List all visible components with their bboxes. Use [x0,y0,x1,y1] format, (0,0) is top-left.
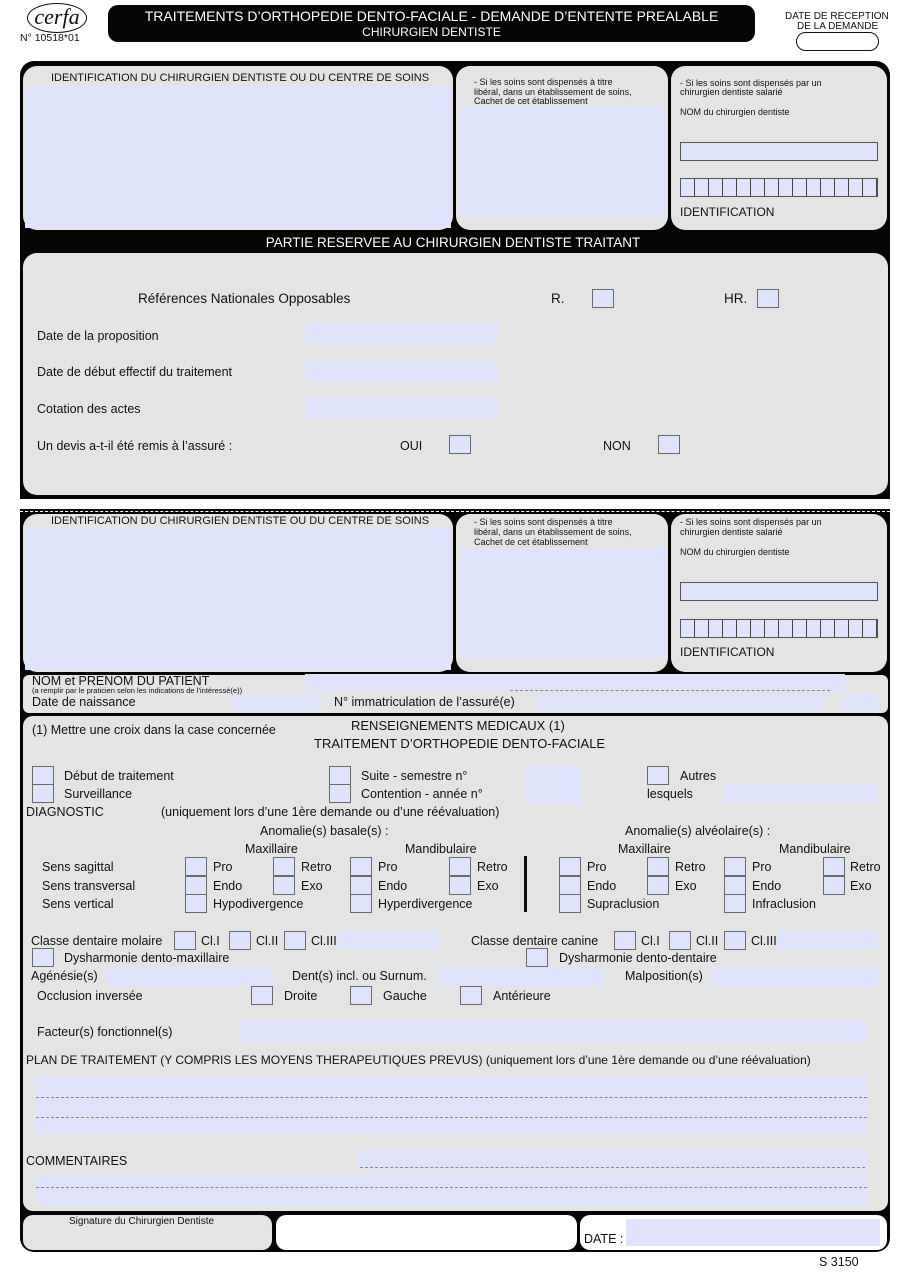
liberal-text-2a: - Si les soins sont dispensés à titre [474,517,613,527]
ident-title-1: IDENTIFICATION DU CHIRURGIEN DENTISTE OU DU CENTRE DE SOINS [51,72,430,84]
date-field[interactable] [626,1219,880,1246]
bas-man-exo-label: Exo [477,879,499,893]
cotation-field[interactable] [305,397,498,418]
droite-checkbox[interactable] [251,986,273,1005]
signature-field[interactable] [276,1215,577,1250]
agenesie-field[interactable] [108,967,273,986]
molaire-cl2-label: Cl.II [256,934,279,948]
alv-max-exo-checkbox[interactable] [647,876,669,895]
alv-max-endo-label: Endo [587,879,617,893]
bas-max-exo-checkbox[interactable] [273,876,295,895]
classe-canine-label: Classe dentaire canine [471,934,599,948]
canine-field[interactable] [778,931,878,949]
references-label: Références Nationales Opposables [138,291,351,306]
liberal-text-1a: - Si les soins sont dispensés à titre [474,77,613,87]
sens-transversal-label: Sens transversal [42,879,136,893]
liberal-text-2c: Cachet de cet établissement [474,537,588,547]
alv-max-pro-label: Pro [587,860,607,874]
sens-vertical-label: Sens vertical [42,897,114,911]
nom-field-1[interactable] [680,142,878,161]
canine-cl2-checkbox[interactable] [669,931,691,950]
patient-name-label: NOM et PRENOM DU PATIENT [32,674,210,688]
title-line-1: TRAITEMENTS D’ORTHOPEDIE DENTO-FACIALE - DEMANDE D’ENTENTE PREALABLE [144,8,719,24]
diagnostic-label: DIAGNOSTIC [26,805,104,819]
date-proposition-label: Date de la proposition [37,329,159,343]
basale-mandibulaire-label: Mandibulaire [405,842,477,856]
immat-key-field[interactable] [843,694,877,711]
classe-molaire-label: Classe dentaire molaire [31,934,163,948]
bas-man-exo-checkbox[interactable] [449,876,471,895]
occlusion-label: Occlusion inversée [37,989,143,1003]
alv-man-endo-label: Endo [752,879,782,893]
hypodivergence-label: Hypodivergence [213,897,304,911]
bas-man-retro-label: Retro [477,860,508,874]
alv-max-retro-checkbox[interactable] [647,857,669,876]
contention-checkbox[interactable] [329,784,351,803]
dysh-maxillaire-label: Dysharmonie dento-maxillaire [64,951,230,965]
facteur-label: Facteur(s) fonctionnel(s) [37,1025,173,1039]
suite-field[interactable] [526,766,581,785]
hyperdivergence-checkbox[interactable] [350,894,372,913]
dysh-maxillaire-checkbox[interactable] [32,948,54,967]
surveillance-label: Surveillance [64,787,133,801]
suite-checkbox[interactable] [329,766,351,785]
salarie-text-1b: chirurgien dentiste salarié [680,87,783,97]
molaire-cl1-label: Cl.I [201,934,220,948]
hr-label: HR. [724,291,748,306]
alveolaire-mandibulaire-label: Mandibulaire [779,842,851,856]
title-bar [108,5,755,42]
nom-label-1: NOM du chirurgien dentiste [680,107,790,117]
gauche-label: Gauche [383,989,427,1003]
alv-man-retro-label: Retro [850,860,881,874]
plan-field[interactable] [36,1076,867,1134]
diagnostic-divider [524,856,527,912]
autres-checkbox[interactable] [647,766,669,785]
basale-maxillaire-label: Maxillaire [245,842,298,856]
dents-incl-label: Dent(s) incl. ou Surnum. [292,969,427,983]
liberal-text-1b: libéral, dans un établissement de soins, [474,87,632,97]
salarie-text-2b: chirurgien dentiste salarié [680,527,783,537]
non-label: NON [603,439,631,453]
canine-cl3-checkbox[interactable] [724,931,746,950]
cerfa-logo: cerfa [27,3,87,33]
date-debut-label: Date de début effectif du traitement [37,365,233,379]
reception-date-field[interactable] [796,32,879,51]
agenesie-label: Agénésie(s) [31,969,98,983]
bas-man-endo-label: Endo [378,879,408,893]
title-line-2: CHIRURGIEN DENTISTE [362,25,501,39]
debut-checkbox[interactable] [32,766,54,785]
dents-incl-field[interactable] [438,967,603,986]
bas-max-retro-label: Retro [301,860,332,874]
bas-man-pro-checkbox[interactable] [350,857,372,876]
alv-man-exo-label: Exo [850,879,872,893]
patient-name-dash [510,690,830,691]
ident-field-1[interactable] [25,86,451,228]
identification-field-2[interactable] [680,619,878,638]
gauche-checkbox[interactable] [350,986,372,1005]
cachet-field-1[interactable] [460,107,665,216]
debut-label: Début de traitement [64,769,174,783]
lesquels-field[interactable] [723,784,878,803]
naissance-label: Date de naissance [32,695,136,709]
reception-label-2: DE LA DEMANDE [797,21,879,32]
medical-title-2: TRAITEMENT D’ORTHOPEDIE DENTO-FACIALE [314,736,606,751]
hyperdivergence-label: Hyperdivergence [378,897,473,911]
alv-man-exo-checkbox[interactable] [823,876,845,895]
infraclusion-label: Infraclusion [752,897,816,911]
cotation-label: Cotation des actes [37,402,141,416]
supraclusion-label: Supraclusion [587,897,660,911]
hypodivergence-checkbox[interactable] [185,894,207,913]
partie-banner: PARTIE RESERVEE AU CHIRURGIEN DENTISTE TRAITANT [265,235,641,250]
supraclusion-checkbox[interactable] [559,894,581,913]
identification-field-1[interactable] [680,178,878,197]
immat-field[interactable] [538,694,824,711]
r-label: R. [551,291,565,306]
medical-note: (1) Mettre une croix dans la case concernée [32,723,276,737]
bas-man-endo-checkbox[interactable] [350,876,372,895]
ident-title-2: IDENTIFICATION DU CHIRURGIEN DENTISTE OU DU CENTRE DE SOINS [51,515,430,527]
r-checkbox[interactable] [592,289,614,308]
anomalie-basale-label: Anomalie(s) basale(s) : [260,824,389,838]
alv-man-pro-label: Pro [752,860,772,874]
diagnostic-note: (uniquement lors d’une 1ère demande ou d’une réévaluation) [161,805,500,819]
droite-label: Droite [284,989,318,1003]
malposition-label: Malposition(s) [625,969,703,983]
anterieure-checkbox[interactable] [460,986,482,1005]
naissance-field[interactable] [232,695,322,711]
form-code: S 3150 [819,1255,859,1269]
bas-man-retro-checkbox[interactable] [449,857,471,876]
molaire-field[interactable] [338,931,438,949]
bas-max-endo-label: Endo [213,879,243,893]
liberal-text-2b: libéral, dans un établissement de soins, [474,527,632,537]
molaire-cl3-checkbox[interactable] [284,931,306,950]
canine-cl1-label: Cl.I [641,934,660,948]
immat-label: N° immatriculation de l’assuré(e) [334,695,515,709]
alv-max-retro-label: Retro [675,860,706,874]
cachet-field-2[interactable] [460,548,665,658]
salarie-text-2a: - Si les soins sont dispensés par un [680,517,822,527]
dysh-dentaire-label: Dysharmonie dento-dentaire [559,951,717,965]
bas-max-endo-checkbox[interactable] [185,876,207,895]
alv-man-pro-checkbox[interactable] [724,857,746,876]
anomalie-alveolaire-label: Anomalie(s) alvéolaire(s) : [625,824,771,838]
surveillance-checkbox[interactable] [32,784,54,803]
canine-cl3-label: Cl.III [751,934,777,948]
plan-line-2 [36,1117,867,1118]
bas-max-pro-label: Pro [213,860,233,874]
commentaires-line-1 [360,1167,865,1168]
molaire-cl3-label: Cl.III [311,934,337,948]
hr-checkbox[interactable] [757,289,779,308]
contention-label: Contention - année n° [361,787,483,801]
alveolaire-maxillaire-label: Maxillaire [618,842,671,856]
bas-max-exo-label: Exo [301,879,323,893]
dysh-dentaire-checkbox[interactable] [526,948,548,967]
patient-name-note: (a remplir par le praticien selon les indications de l’intéressé(e)) [32,686,243,695]
identification-label-2: IDENTIFICATION [680,645,775,659]
plan-label: PLAN DE TRAITEMENT (Y COMPRIS LES MOYENS THERAPEUTIQUES PREVUS) (uniquement lors d’une 1ère demande ou d’une réévaluation) [26,1053,811,1067]
cut-band [20,499,890,509]
molaire-cl2-checkbox[interactable] [229,931,251,950]
liberal-text-1c: Cachet de cet établissement [474,96,588,106]
canine-cl1-checkbox[interactable] [614,931,636,950]
salarie-text-1a: - Si les soins sont dispensés par un [680,78,822,88]
alv-max-exo-label: Exo [675,879,697,893]
malposition-field[interactable] [712,967,878,986]
patient-name-field[interactable] [305,674,845,691]
contention-field[interactable] [526,785,581,804]
bas-max-pro-checkbox[interactable] [185,857,207,876]
infraclusion-checkbox[interactable] [724,894,746,913]
date-proposition-field[interactable] [305,323,498,344]
autres-label: Autres [680,769,717,783]
bas-man-pro-label: Pro [378,860,398,874]
bas-max-retro-checkbox[interactable] [273,857,295,876]
commentaires-label: COMMENTAIRES [26,1154,128,1168]
reception-label-1: DATE DE RECEPTION [785,11,889,22]
oui-label: OUI [400,439,423,453]
plan-line-1 [36,1097,867,1098]
anterieure-label: Antérieure [493,989,551,1003]
alv-max-pro-checkbox[interactable] [559,857,581,876]
suite-label: Suite - semestre n° [361,769,468,783]
canine-cl2-label: Cl.II [696,934,719,948]
molaire-cl1-checkbox[interactable] [174,931,196,950]
nom-label-2: NOM du chirurgien dentiste [680,547,790,557]
lesquels-label: lesquels [647,787,693,801]
signature-label: Signature du Chirurgien Dentiste [69,1216,215,1227]
commentaires-line-2 [36,1187,867,1188]
identification-label-1: IDENTIFICATION [680,205,775,219]
alv-max-endo-checkbox[interactable] [559,876,581,895]
non-checkbox[interactable] [658,435,680,454]
date-label: DATE : [584,1232,624,1246]
devis-label: Un devis a-t-il été remis à l’assuré : [37,439,233,453]
alv-man-endo-checkbox[interactable] [724,876,746,895]
facteur-field[interactable] [240,1020,867,1042]
form-number: N° 10518*01 [20,32,80,44]
commentaires-field-2[interactable] [36,1175,867,1205]
oui-checkbox[interactable] [449,435,471,454]
ident-field-2[interactable] [25,528,451,670]
sens-sagittal-label: Sens sagittal [42,860,114,874]
medical-title-1: RENSEIGNEMENTS MEDICAUX (1) [351,718,565,733]
nom-field-2[interactable] [680,582,878,601]
alv-man-retro-checkbox[interactable] [823,857,845,876]
cut-line [20,511,890,512]
date-debut-field[interactable] [305,361,498,382]
